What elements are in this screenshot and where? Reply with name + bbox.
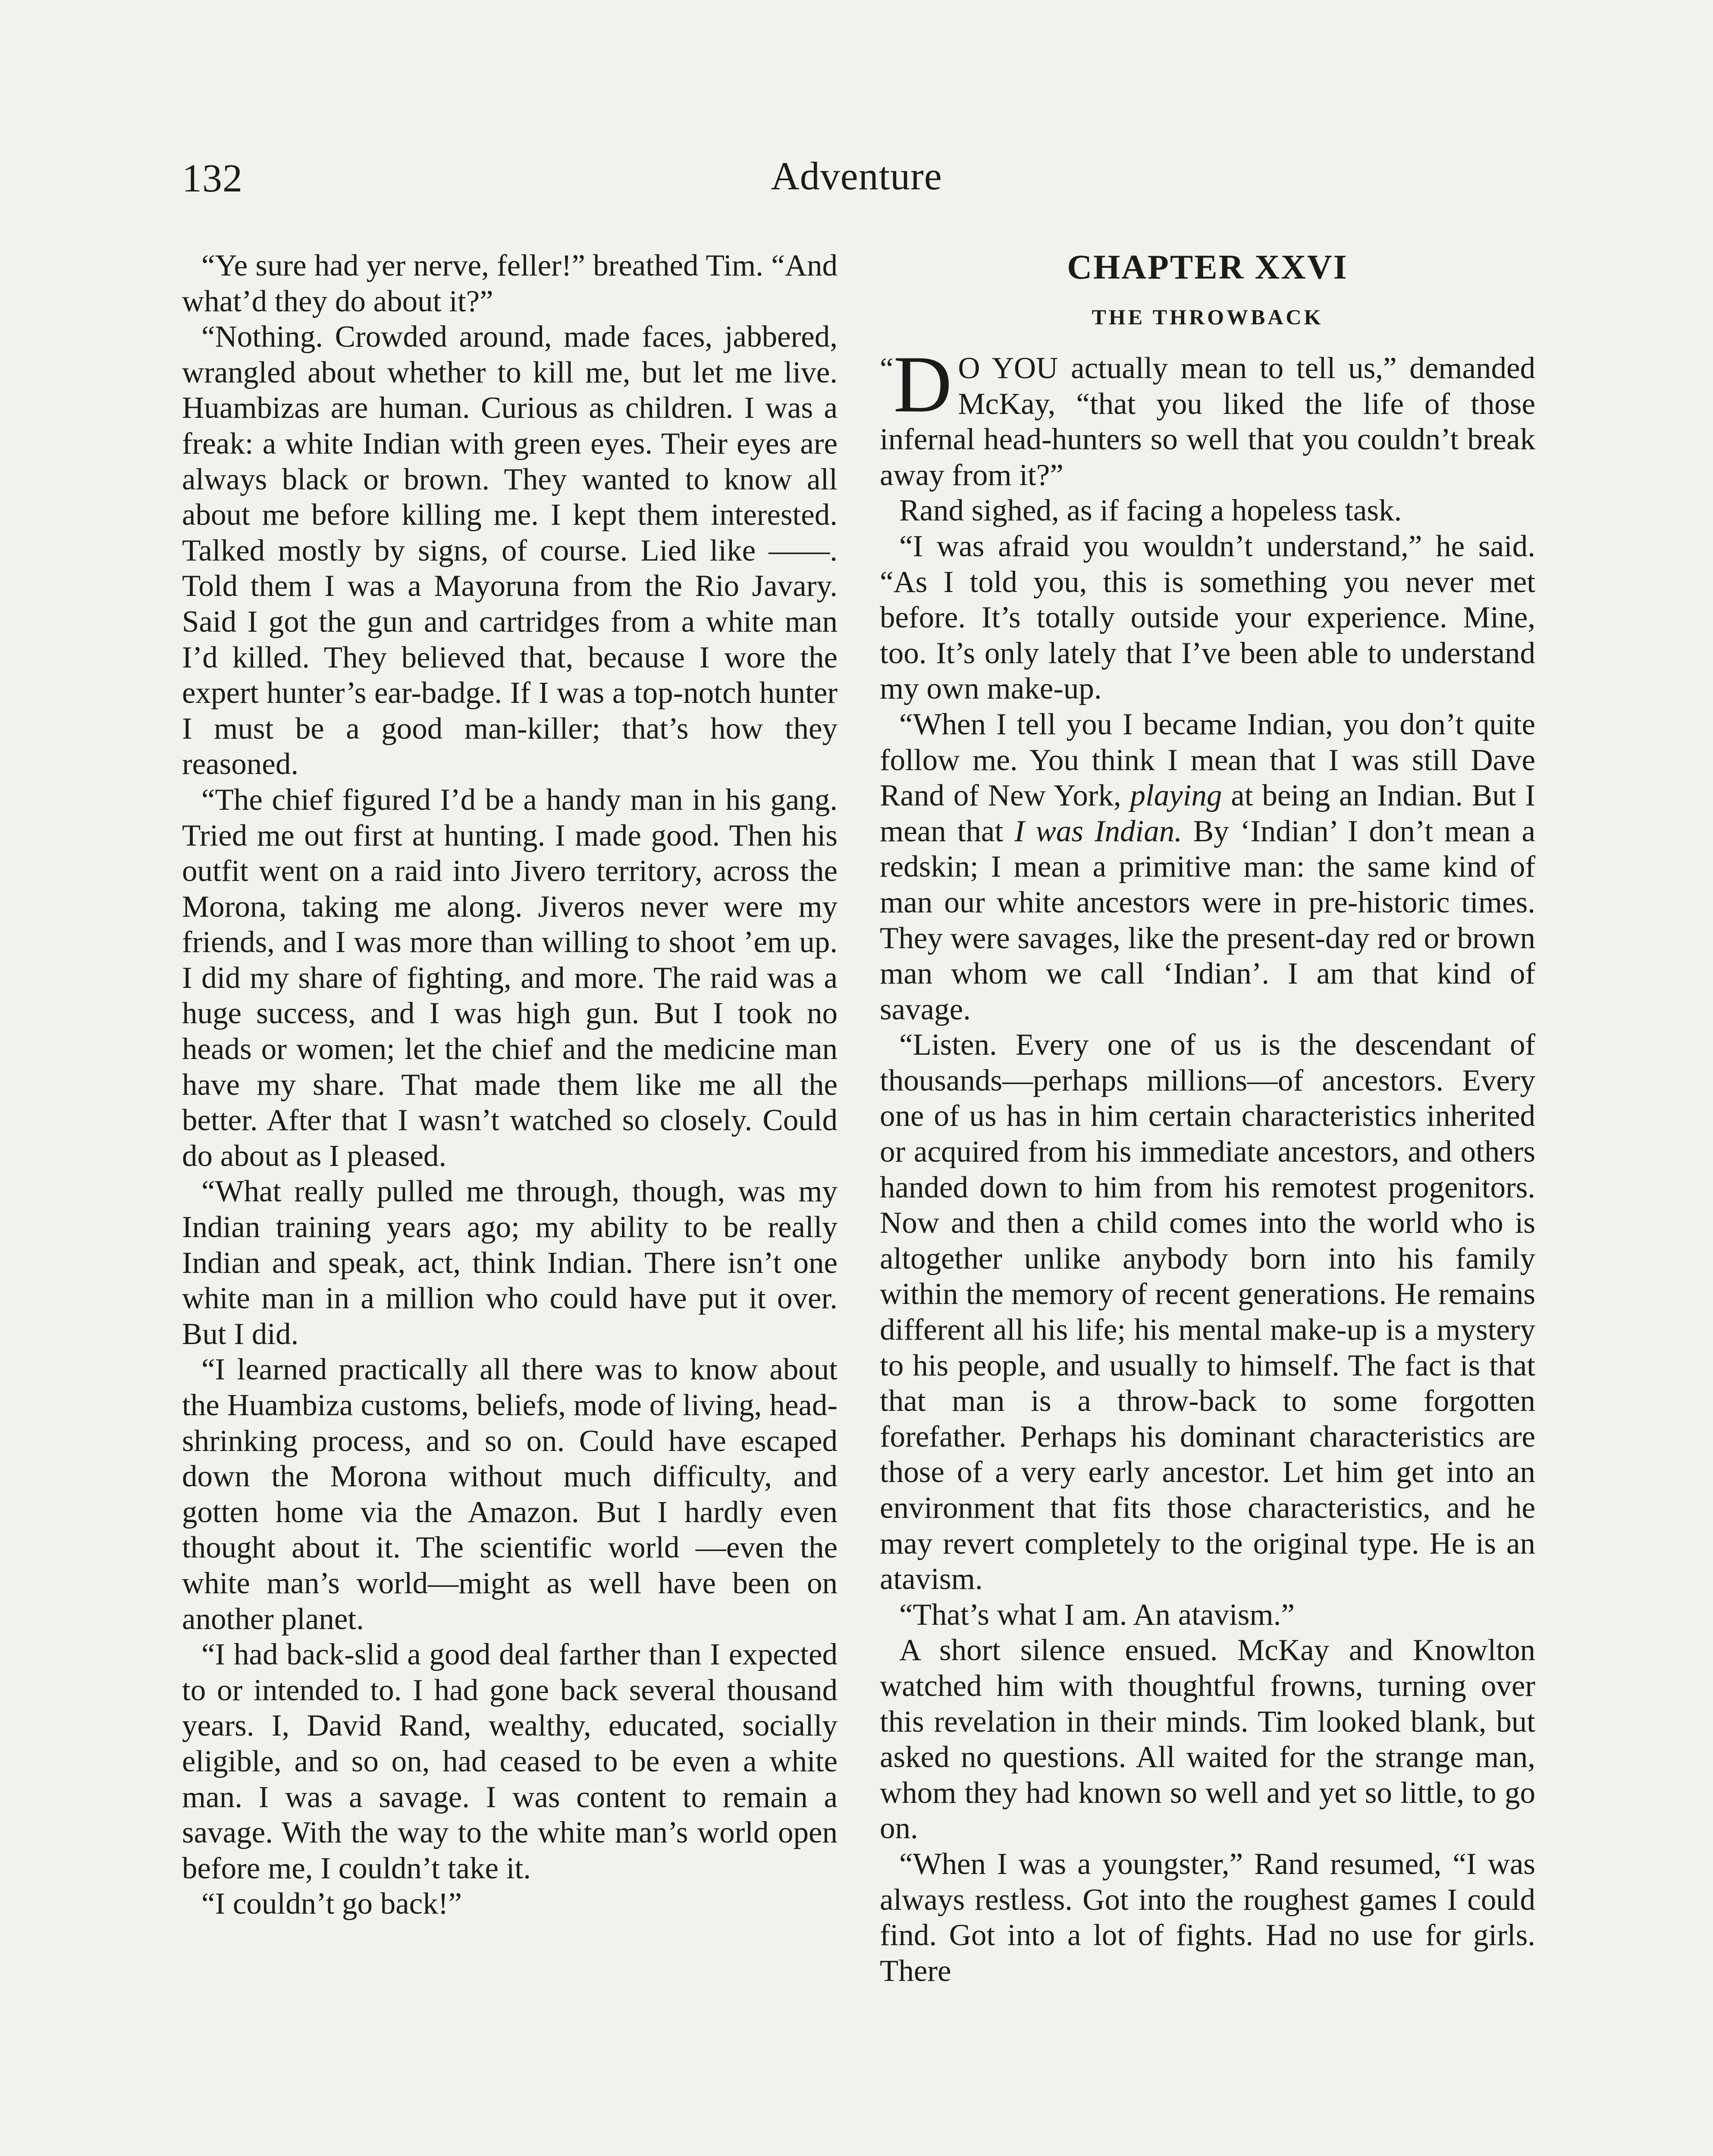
dropcap-quote: “ <box>880 352 894 385</box>
paragraph: “The chief figured I’d be a handy man in his gang. Tried me out first at hunting. I made good. Then his outfit went on a raid into Jivero territory, across the Morona, taking me along. Jiveros never were my friends, and I was more than willing to shoot ’em up. I did my share of fighting, and more. The raid was a huge success, and I was high gun. But I took no heads or women; let the chief and the medicine man have my share. That made them like me all the better. After that I wasn’t watched so closely. Could do about as I pleased. <box>182 783 838 1173</box>
paragraph: “Listen. Every one of us is the descendant of thousands—perhaps millions—of ancestors. Every one of us has in him certain characteristics inherited or acquired from his immediate ancestors, and others handed down to him from his remotest progenitors. Now and then a child comes into the world who is altogether unlike anybody born into his family within the memory of recent generations. He remains different all his life; his mental make-up is a mystery to his people, and usually to himself. The fact is that that man is a throw-back to some forgotten forefather. Perhaps his dominant characteristics are those of a very early ancestor. Let him get into an environment that fits those characteristics, and he may revert completely to the original type. He is an atavism. <box>880 1028 1535 1596</box>
emphasis-text: playing <box>1130 779 1222 813</box>
emphasis-text: I was Indian. <box>1014 814 1182 848</box>
paragraph: “I learned practically all there was to know about the Huambiza customs, beliefs, mode of living, head-shrinking process, and so on. Could have escaped down the Morona without much difficulty, and gotten home via the Amazon. But I hardly even thought about it. The scientific world —even the white man’s world—might as well have been on another planet. <box>182 1353 838 1636</box>
paragraph-text: “When I tell you I became Indian, you don’t quite follow me. You think I mean that I was still Dave Rand of New York, <box>880 707 1535 813</box>
paragraph-text: at being an Indian. But I mean that <box>880 779 1535 848</box>
paragraph: “That’s what I am. An atavism.” <box>899 1598 1295 1632</box>
paragraph <box>880 707 1535 1027</box>
chapter-subtitle: THE THROWBACK <box>1092 305 1324 329</box>
paragraph: “I was afraid you wouldn’t understand,” he said. “As I told you, this is something you never met before. It’s totally outside your experience. Mine, too. It’s only lately that I’ve been able to understand my own make-up. <box>880 529 1535 706</box>
opening-paragraph-text: O YOU actually mean to tell us,” demanded McKay, “that you liked the life of those infernal head-hunters so well that you couldn’t break away from it?” <box>880 351 1535 492</box>
paragraph: “I had back-slid a good deal farther than I expected to or intended to. I had gone back several thousand years. I, David Rand, wealthy, educated, socially eligible, and so on, had ceased to be even a white man. I was a savage. I was content to remain a savage. With the way to the white man’s world open before me, I couldn’t take it. <box>182 1638 838 1885</box>
right-column <box>880 248 1535 1989</box>
dropcap-letter: D <box>893 339 952 429</box>
opening-paragraph <box>880 339 1535 493</box>
paragraph: “What really pulled me through, though, was my Indian training years ago; my ability to be really Indian and speak, act, think Indian. There isn’t one white man in a million who could have put it over. But I did. <box>182 1175 838 1351</box>
paragraph: “Nothing. Crowded around, made faces, jabbered, wrangled about whether to kill me, but let me live. Huambizas are human. Curious as children. I was a freak: a white Indian with green eyes. Their eyes are always black or brown. They wanted to know all about me before killing me. I kept them interested. Talked mostly by signs, of course. Lied like ——. Told them I was a Mayoruna from the Rio Javary. Said I got the gun and cartridges from a white man I’d killed. They believed that, because I wore the expert hunter’s ear-badge. If I was a top-notch hunter I must be a good man-killer; that’s how they reasoned. <box>182 320 838 781</box>
running-head: Adventure <box>771 154 942 198</box>
left-column <box>182 248 838 1922</box>
paragraph: Rand sighed, as if facing a hopeless task. <box>899 494 1402 528</box>
paragraph: “I couldn’t go back!” <box>201 1887 462 1921</box>
dropcap <box>880 339 952 429</box>
paragraph: A short silence ensued. McKay and Knowlton watched him with thoughtful frowns, turning over this revelation in their minds. Tim looked blank, but asked no questions. All waited for the strange man, whom they had known so well and yet so little, to go on. <box>880 1633 1535 1846</box>
paragraph-text: By ‘Indian’ I don’t mean a redskin; I mean a primitive man: the same kind of man our white ancestors were in pre-historic times. They were savages, like the present-day red or brown man whom we call ‘Indian’. I am that kind of savage. <box>880 814 1536 1026</box>
paragraph: “Ye sure had yer nerve, feller!” breathed Tim. “And what’d they do about it?” <box>182 249 838 318</box>
chapter-title: CHAPTER XXVI <box>1067 248 1348 286</box>
page-number: 132 <box>182 156 243 200</box>
paragraph: “When I was a youngster,” Rand resumed, “I was always restless. Got into the roughest games I could find. Got into a lot of fights. Had no use for girls. There <box>880 1847 1535 1988</box>
